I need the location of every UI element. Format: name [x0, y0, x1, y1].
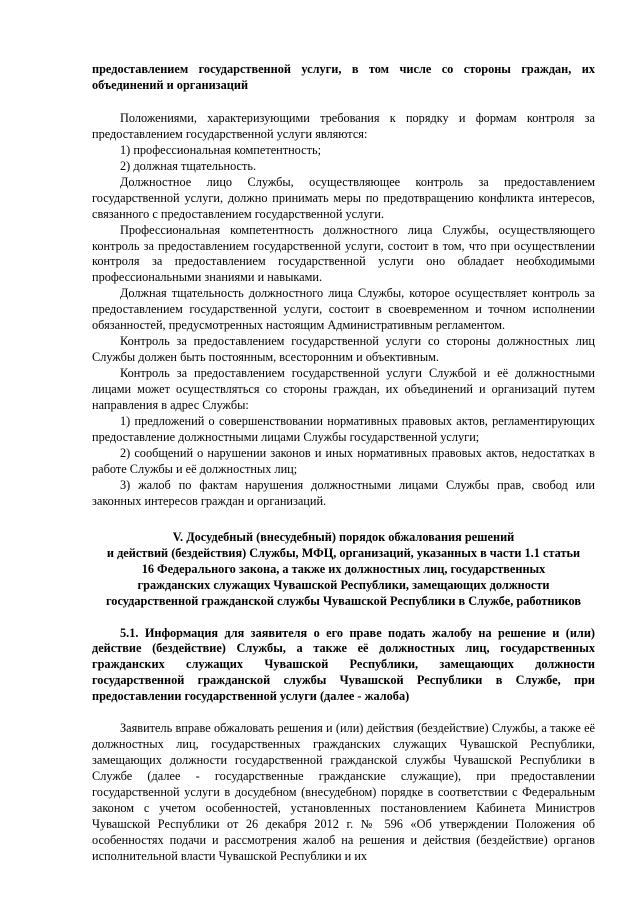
paragraph: Заявитель вправе обжаловать решения и (или) действия (бездействие) Службы, а также её должностных лиц, государственных гражданских служащих Чувашской Республики, замещающих должности государственной гражданской службы Чувашской Республики в Службе (далее - государственные гражданские служащие), при предоставлении государственной услуги в досудебном (внесудебном) порядке в соответствии с Федеральным законом с учетом особенностей, установленных постановлением Кабинета Министров Чувашской Республики от 26 декабря 2012 г. № 596 «Об утверждении Положения об особенностях подачи и рассмотрения жалоб на решения и действия (бездействие) органов исполнительной власти Чувашской Республики и их: [92, 721, 595, 863]
section-heading-line: государственной гражданской службы Чувашской Республики в Службе, работников: [106, 593, 581, 608]
paragraph: Должная тщательность должностного лица Службы, которое осуществляет контроль за предоставлением государственной услуги, состоит в своевременном и точном исполнении обязанностей, предусмотренных настоящим Административным регламентом.: [92, 286, 595, 333]
document-page: [92, 62, 595, 865]
subsection-heading: 5.1. Информация для заявителя о его праве подать жалобу на решение и (или) действие (бездействие) Службы, а также её должностных лиц, государственных гражданских служащих Чувашской Республики, замещающих должности государственной гражданской службы Чувашской Республики в Службе, при предоставлении государственной услуги (далее - жалоба): [92, 625, 595, 704]
paragraph: Контроль за предоставлением государственной услуги Службой и её должностными лицами может осуществляться со стороны граждан, их объединений и организаций путем направления в адрес Службы:: [92, 366, 595, 413]
paragraph: Профессиональная компетентность должностного лица Службы, осуществляющего контроль за предоставлением государственной услуги, состоит в том, что при осуществлении контроля за предоставлением государственной услуги оно обладает необходимыми профессиональными знаниями и навыками.: [92, 222, 595, 285]
list-item: 1) предложений о совершенствовании нормативных правовых актов, регламентирующих предоставление должностными лицами Службы государственной услуги;: [92, 414, 595, 444]
section-heading-line: и действий (бездействия) Службы, МФЦ, организаций, указанных в части 1.1 статьи: [106, 545, 581, 560]
paragraph: Должностное лицо Службы, осуществляющее контроль за предоставлением государственной услуги, должно принимать меры по предотвращению конфликта интересов, связанного с предоставлением государственной услуги.: [92, 174, 595, 221]
list-item: 2) сообщений о нарушении законов и иных нормативных правовых актов, недостатках в работе Службы и её должностных лиц;: [92, 445, 595, 476]
section-heading-line: V. Досудебный (внесудебный) порядок обжалования решений: [172, 529, 515, 544]
list-item: 3) жалоб по фактам нарушения должностными лицами Службы прав, свобод или законных интересов граждан и организаций.: [92, 477, 595, 508]
section-heading: [92, 530, 595, 610]
paragraph: Контроль за предоставлением государственной услуги со стороны должностных лиц Службы должен быть постоянным, всесторонним и объективным.: [92, 334, 595, 365]
list-item: 1) профессиональная компетентность;: [120, 142, 321, 157]
continued-heading: предоставлением государственной услуги, в том числе со стороны граждан, их объединений и организаций: [92, 62, 595, 92]
list-item: 2) должная тщательность.: [120, 158, 257, 173]
section-heading-line: 16 Федерального закона, а также их должностных лиц, государственных: [141, 561, 546, 576]
section-heading-line: гражданских служащих Чувашской Республики, замещающих должности: [137, 577, 550, 592]
paragraph: Положениями, характеризующими требования к порядку и формам контроля за предоставлением государственной услуги являются:: [92, 110, 595, 141]
